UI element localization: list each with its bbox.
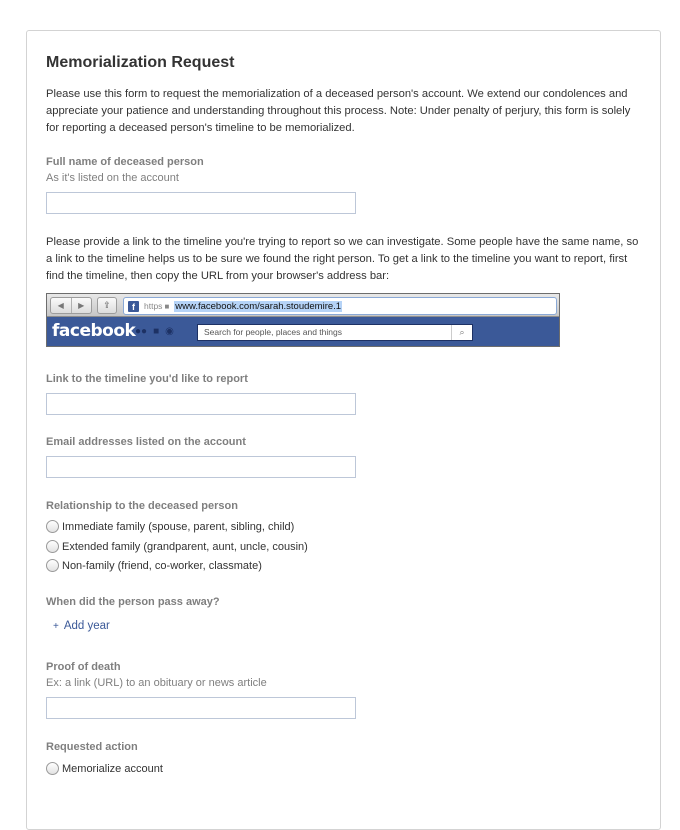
intro-text: Please use this form to request the memorialization of a deceased person's account. We extend our condolences and appreciate your patience and understanding throughout this process. Note: Under penalty of perjury, this form is solely for reporting a deceased person's timeline to be memorialized. (46, 88, 631, 134)
requested-action-label: Requested action (46, 741, 138, 753)
browser-toolbar (47, 294, 559, 317)
address-bar (123, 297, 557, 315)
facebook-search-box (197, 324, 473, 341)
add-year-label: Add year (63, 620, 110, 632)
radio-button[interactable] (46, 540, 59, 553)
example-url: www.facebook.com/sarah.stoudemire.1 (175, 300, 342, 312)
proof-label: Proof of death (46, 661, 121, 673)
radio-label: Non-family (friend, co-worker, classmate) (62, 559, 262, 572)
email-label: Email addresses listed on the account (46, 436, 246, 448)
facebook-logo: facebook (52, 321, 136, 341)
protocol-label: https (144, 301, 163, 311)
radio-non-family[interactable] (46, 559, 262, 572)
proof-hint: Ex: a link (URL) to an obituary or news article (46, 677, 267, 689)
share-icon: ⇪ (97, 297, 117, 314)
example-browser-screenshot (46, 293, 560, 347)
radio-extended-family[interactable] (46, 540, 308, 553)
back-icon: ◀ (51, 298, 72, 313)
friends-icon: ●● (135, 326, 148, 337)
full-name-input[interactable] (46, 192, 356, 214)
add-year-link[interactable] (53, 620, 110, 632)
facebook-jewel-icons (135, 326, 174, 337)
nav-buttons (50, 297, 92, 314)
globe-icon: ◉ (165, 326, 174, 337)
facebook-favicon-icon: f (128, 301, 139, 312)
timeline-link-label: Link to the timeline you'd like to report (46, 373, 248, 385)
full-name-hint: As it's listed on the account (46, 172, 179, 184)
page-title: Memorialization Request (46, 54, 235, 71)
radio-label: Immediate family (spouse, parent, sibling, child) (62, 520, 295, 533)
search-icon: ⌕ (451, 325, 472, 340)
full-name-label: Full name of deceased person (46, 156, 204, 168)
forward-icon: ▶ (78, 301, 85, 310)
radio-button[interactable] (46, 762, 59, 775)
proof-input[interactable] (46, 697, 356, 719)
radio-label: Extended family (grandparent, aunt, uncle, cousin) (62, 540, 308, 553)
timeline-link-input[interactable] (46, 393, 356, 415)
plus-icon: + (53, 621, 59, 632)
relationship-label: Relationship to the deceased person (46, 500, 238, 512)
radio-memorialize-account[interactable] (46, 762, 163, 775)
radio-immediate-family[interactable] (46, 520, 294, 533)
lock-icon: ■ (164, 301, 170, 311)
search-placeholder: Search for people, places and things (204, 327, 342, 337)
pass-away-label: When did the person pass away? (46, 596, 220, 608)
email-input[interactable] (46, 456, 356, 478)
messages-icon: ■ (153, 326, 160, 337)
radio-label: Memorialize account (62, 762, 163, 775)
facebook-header-bar (47, 317, 559, 347)
radio-button[interactable] (46, 559, 59, 572)
radio-button[interactable] (46, 520, 59, 533)
link-instructions: Please provide a link to the timeline you're trying to report so we can investigate. Some people have the same name, so a link to the timeline helps us to be sure we found the right person. To get a link to the timeline you want to report, first find the timeline, then copy the URL from your browser's address bar: (46, 236, 639, 282)
